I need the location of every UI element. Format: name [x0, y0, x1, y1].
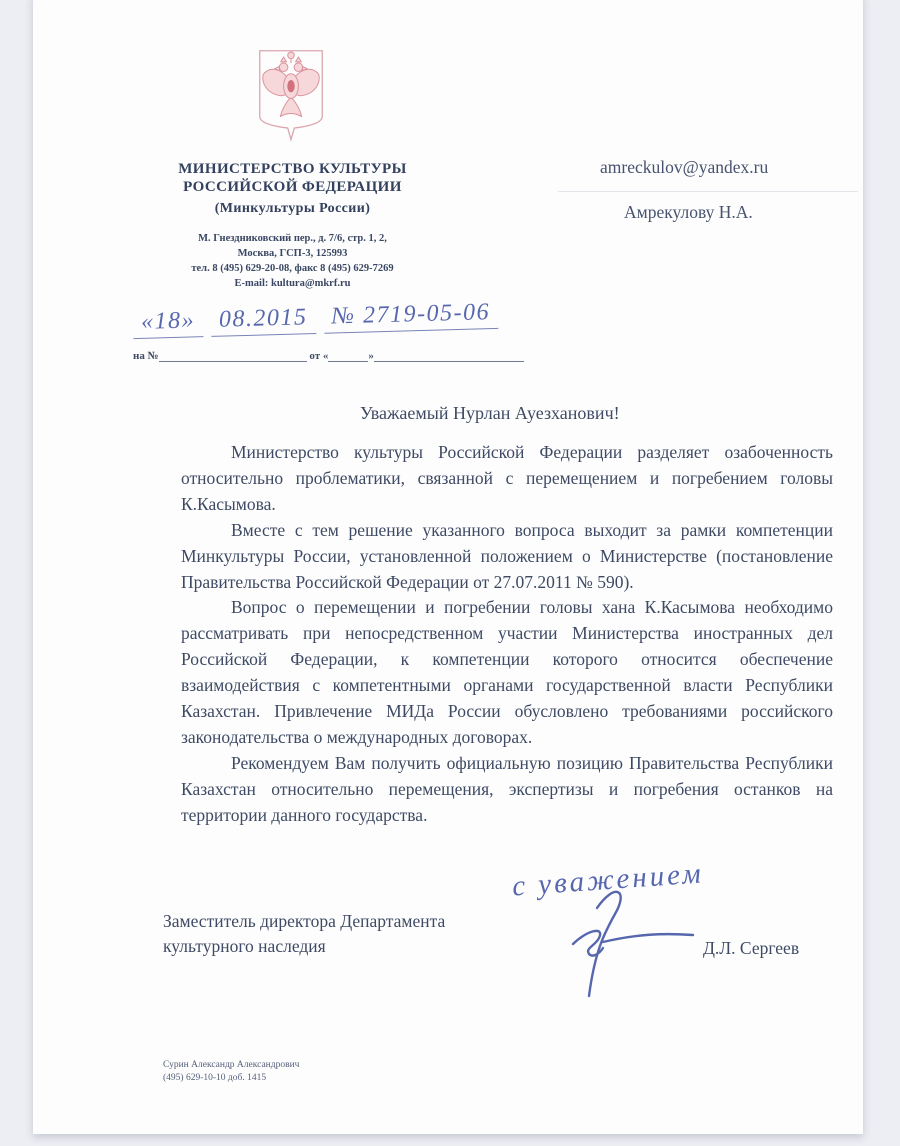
handwritten-day: «18»: [133, 307, 204, 339]
address-phone-fax: тел. 8 (495) 629-20-08, факс 8 (495) 629-7269: [191, 263, 394, 274]
paragraph-3: Вопрос о перемещении и погребении головы хана К.Касымова необходимо рассматривать при непосредственном участии Министерства иностранных дел Российской Федерации, к компетенции которого относится обеспечение взаимодействия с компетентными органами государственной власти Республики Казахстан. Привлечение МИДа России обусловлено требованиями российского законодательства о международных договорах.: [181, 597, 833, 747]
handwritten-closing: с уважением: [511, 857, 705, 903]
ministry-name-block: [120, 160, 465, 218]
blank-year-line: [374, 350, 524, 362]
reply-reference-line: [133, 350, 524, 362]
recipient-email: amreckulov@yandex.ru: [600, 157, 769, 177]
signer-position-line2: культурного наследия: [163, 936, 326, 956]
handwritten-month-year: 08.2015: [211, 304, 316, 337]
blank-date-line: [328, 350, 368, 362]
handwritten-outgoing-number: № 2719-05-06: [323, 299, 498, 334]
ministry-short-name: (Минкультуры России): [214, 201, 371, 216]
blank-number-line: [159, 350, 307, 362]
reply-close-quote: »: [368, 350, 374, 362]
reply-prefix-label: на №: [133, 350, 159, 362]
scan-artifact-line: [558, 191, 858, 192]
ministry-name-line1: МИНИСТЕРСТВО КУЛЬТУРЫ: [178, 161, 407, 177]
signer-name: Д.Л. Сергеев: [703, 938, 800, 958]
signer-position-line1: Заместитель директора Департамента: [163, 911, 446, 931]
address-street: М. Гнездниковский пер., д. 7/6, стр. 1, 2,: [198, 233, 387, 244]
salutation: Уважаемый Нурлан Ауезханович!: [360, 403, 620, 423]
address-email: E-mail: kultura@mkrf.ru: [234, 278, 351, 289]
reply-from-label: от «: [309, 350, 329, 362]
paragraph-2: Вместе с тем решение указанного вопроса выходит за рамки компетенции Минкультуры России, установленной положением о Министерстве (постановление Правительства Российской Федерации от 27.07.2011 № 590).: [181, 519, 833, 592]
handwritten-signature: [545, 888, 715, 1003]
russia-coat-of-arms-icon: [254, 47, 328, 145]
ministry-address-block: [120, 231, 465, 291]
executor-contact-block: [163, 1059, 299, 1085]
signer-position-block: [163, 909, 445, 959]
letter-body: [181, 440, 833, 829]
address-city: Москва, ГСП-3, 125993: [237, 248, 348, 259]
recipient-name: Амрекулову Н.А.: [624, 202, 753, 222]
paragraph-1: Министерство культуры Российской Федерации разделяет озабоченность относительно проблематики, связанной с перемещением и погребением головы К.Касымова.: [181, 442, 833, 514]
ministry-name-line2: РОССИЙСКОЙ ФЕДЕРАЦИИ: [183, 179, 402, 195]
paragraph-4: Рекомендуем Вам получить официальную позицию Правительства Республики Казахстан относительно перемещения, экспертизы и погребения останков на территории данного государства.: [181, 752, 833, 825]
executor-name: Сурин Александр Александрович: [163, 1060, 300, 1070]
executor-phone: (495) 629-10-10 доб. 1415: [163, 1073, 267, 1083]
